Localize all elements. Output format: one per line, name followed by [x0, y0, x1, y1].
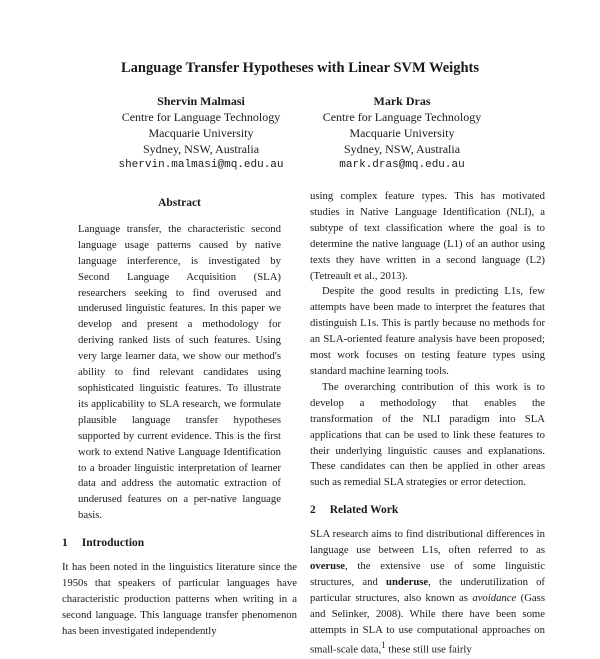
author-block-1 — [86, 93, 316, 173]
intro-paragraph: It has been noted in the linguistics literature since the 1950s that speakers of particular languages have characteristic production patterns when writing in a second language. This language transfer phenomenon has been investigated independently — [62, 561, 297, 637]
section-number: 1 — [62, 537, 68, 550]
intro-paragraph-2: Despite the good results in predicting L1s, few attempts have been made to interpret the features that distinguish L1s. This is partly because no methods for an SLA-oriented feature analysis have been proposed; most work focuses on testing feature types using standard machine learning tools. — [310, 285, 545, 377]
section-title: Related Work — [329, 504, 399, 517]
text-run: (Gass and Selinker, 2008). While there have been some attempts in SLA to use computational approaches on small-scale data, — [310, 591, 545, 657]
author-location: Sydney, NSW, Australia — [343, 142, 461, 156]
term-overuse: overuse — [310, 559, 346, 572]
author-block-2 — [287, 93, 517, 173]
right-column — [310, 189, 545, 659]
author-name: Shervin Malmasi — [157, 94, 245, 108]
abstract-heading: Abstract — [158, 197, 201, 209]
section-title: Introduction — [81, 537, 145, 550]
text-run: , the underutilization of particular structures, also known as — [310, 575, 545, 604]
author-location: Sydney, NSW, Australia — [142, 142, 260, 156]
intro-continuation: using complex feature types. This has motivated studies in Native Language Identification (NLI), a subtype of text classification where the goal is to determine the native language (L1) of an author using texts they have written in a second language (L2) (Tetreault et al., 2013). — [310, 190, 545, 282]
intro-paragraph-3: The overarching contribution of this work is to develop a methodology that enables the transformation of the NLI paradigm into SLA applications that can be used to link these features to their underlying linguistic causes and explanations. These candidates can then be applied in other areas such as remedial SLA strategies or error detection. — [310, 380, 545, 489]
author-email: mark.dras@mq.edu.au — [339, 159, 465, 171]
paper-title: Language Transfer Hypotheses with Linear SVM Weights — [121, 60, 479, 76]
author-university: Macquarie University — [349, 126, 455, 140]
left-column — [62, 196, 297, 640]
related-work-paragraph — [310, 527, 545, 659]
author-affiliation: Centre for Language Technology — [322, 110, 482, 124]
term-underuse: underuse — [386, 575, 429, 588]
author-email: shervin.malmasi@mq.edu.au — [118, 159, 284, 171]
text-run: these still use fairly — [385, 644, 472, 657]
section-heading-related-work — [310, 503, 545, 519]
section-heading-introduction — [62, 536, 297, 552]
text-run: , the extensive use of some linguistic structures, and — [310, 559, 545, 588]
footnote-marker[interactable]: 1 — [381, 640, 386, 651]
section-number: 2 — [310, 504, 316, 517]
author-university: Macquarie University — [148, 126, 254, 140]
text-run: SLA research aims to find distributional differences in language use between L1s, often referred to as — [310, 528, 545, 557]
author-affiliation: Centre for Language Technology — [121, 110, 281, 124]
term-avoidance: avoidance — [472, 591, 517, 604]
abstract-text: Language transfer, the characteristic second language usage patterns caused by native language interference, is investigated by Second Language Acquisition (SLA) researchers seeking to find overused and underused linguistic features. In this paper we develop and present a methodology for deriving ranked lists of such features. Using very large learner data, we show our method's ability to find relevant candidates using sophisticated linguistic features. To illustrate its applicability to SLA research, we formulate plausible language transfer hypotheses supported by current evidence. This is the first work to extend Native Language Identification to a broader linguistic interpretation of learner data and address the automatic extraction of underused features on a per-native language basis. — [78, 222, 281, 522]
author-name: Mark Dras — [373, 94, 431, 108]
